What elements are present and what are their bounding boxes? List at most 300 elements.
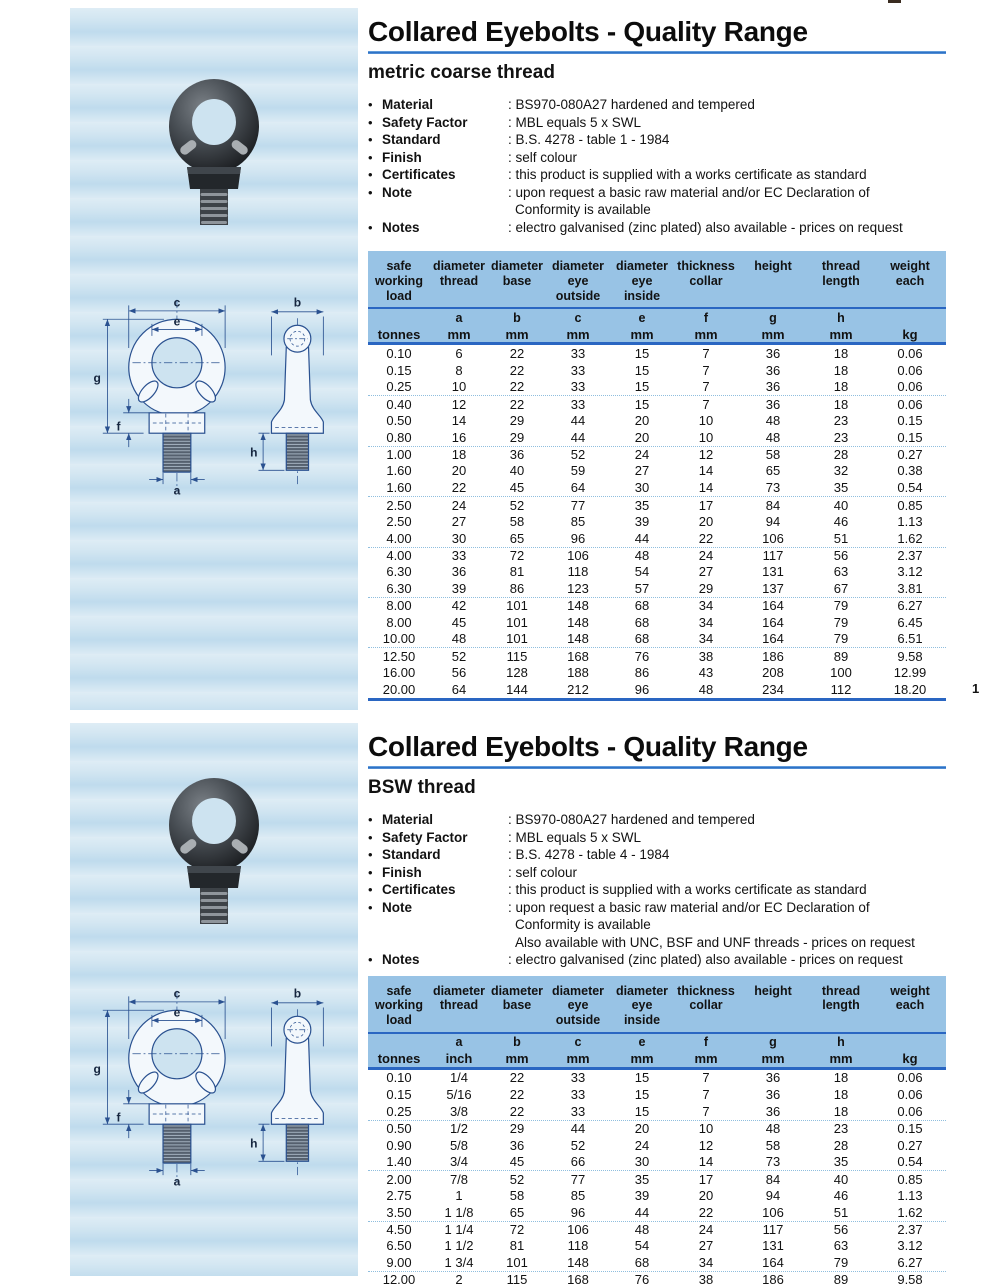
- table-cell: 0.15: [386, 362, 412, 378]
- table-cell: 18.20: [893, 681, 927, 697]
- table-cell: 22: [509, 1103, 525, 1119]
- table-cell: 33: [570, 345, 586, 361]
- table-cell: 164: [762, 1255, 784, 1271]
- table-cell: 65: [765, 463, 781, 479]
- photo-slot: [70, 723, 358, 937]
- spec-label: Standard: [382, 847, 441, 862]
- table-cell: 86: [634, 665, 650, 681]
- table-cell: 34: [698, 631, 714, 647]
- column-letter: g: [769, 310, 777, 325]
- table-cell: 234: [762, 681, 784, 697]
- section-metric-coarse-thread: [368, 16, 946, 701]
- table-cell: 40: [833, 1171, 849, 1187]
- table-row: [368, 681, 946, 698]
- spec-label: Certificates: [382, 882, 456, 897]
- spec-label: Safety Factor: [382, 114, 468, 130]
- table-cell: 118: [567, 1238, 589, 1254]
- table-cell: 22: [509, 1070, 525, 1086]
- table-cell: 94: [765, 1187, 781, 1203]
- table-cell: 148: [567, 631, 589, 647]
- table-cell: 18: [833, 345, 849, 361]
- table-cell: 79: [833, 631, 849, 647]
- table-cell: 6.51: [897, 631, 923, 647]
- table-cell: 96: [570, 1204, 586, 1220]
- table-cell: 35: [833, 480, 849, 496]
- table-cell: 0.40: [386, 396, 412, 412]
- table-cell: 36: [765, 1070, 781, 1086]
- spec-label: Note: [382, 899, 412, 915]
- column-header-line: thread: [821, 983, 861, 998]
- spec-value-line: : this product is supplied with a works certificate as standard: [508, 167, 867, 182]
- table-cell: 10: [451, 379, 467, 395]
- table-cell: 48: [634, 547, 650, 563]
- title-underline: [368, 766, 946, 769]
- table-cell: 56: [833, 547, 849, 563]
- table-cell: 15: [634, 1070, 650, 1086]
- column-header-line: load: [386, 1013, 412, 1028]
- table-cell: 85: [570, 1187, 586, 1203]
- column-header-line: length: [822, 273, 860, 288]
- table-cell: 1.60: [386, 463, 412, 479]
- bullet-icon: •: [368, 812, 373, 827]
- table-cell: 6.45: [897, 614, 923, 630]
- column-header: [488, 984, 546, 1032]
- column-unit: mm: [829, 1051, 853, 1066]
- table-cell: 48: [765, 429, 781, 445]
- table-row: [368, 631, 946, 648]
- spec-value-line: : B.S. 4278 - table 1 - 1984: [508, 132, 670, 147]
- table-cell: 0.15: [897, 1121, 923, 1137]
- table-cell: 12: [698, 447, 714, 463]
- table-cell: 44: [634, 1204, 650, 1220]
- spec-label: Finish: [382, 149, 422, 165]
- table-cell: 27: [634, 463, 650, 479]
- column-header-line: eye: [567, 998, 589, 1013]
- spec-value-line: : electro galvanised (zinc plated) also available - prices on request: [508, 219, 903, 235]
- column-header: [430, 259, 488, 307]
- table-cell: 3.12: [897, 564, 923, 580]
- table-cell: 1/4: [449, 1070, 469, 1086]
- table-header: [368, 251, 946, 345]
- bullet-icon: •: [368, 899, 373, 915]
- table-cell: 15: [634, 345, 650, 361]
- table-cell: 33: [570, 396, 586, 412]
- dim-label-e: e: [173, 314, 181, 329]
- table-cell: 20: [451, 463, 467, 479]
- table-cell: 0.85: [897, 1171, 923, 1187]
- table-cell: 36: [509, 447, 525, 463]
- table-cell: 14: [698, 1154, 714, 1170]
- table-cell: 106: [762, 1204, 784, 1220]
- table-cell: 23: [833, 413, 849, 429]
- dim-label-f: f: [116, 419, 121, 434]
- table-cell: 29: [509, 413, 525, 429]
- table-cell: 0.15: [897, 413, 923, 429]
- column-letter: e: [638, 310, 646, 325]
- column-header-line: thread: [821, 259, 861, 273]
- table-row: [368, 1221, 946, 1238]
- table-row: [368, 597, 946, 614]
- table-cell: 22: [451, 480, 467, 496]
- spec-value: [508, 114, 946, 132]
- spec-row: [368, 811, 946, 829]
- table-cell: 1.62: [897, 530, 923, 546]
- table-cell: 15: [634, 1103, 650, 1119]
- table-cell: 164: [762, 598, 784, 614]
- table-cell: 164: [762, 614, 784, 630]
- table-cell: 46: [833, 513, 849, 529]
- table-cell: 0.50: [386, 1121, 412, 1137]
- table-cell: 85: [570, 513, 586, 529]
- table-cell: 9.58: [897, 648, 923, 664]
- column-header: [738, 984, 808, 1032]
- spec-value: [508, 951, 946, 969]
- column-letter: a: [455, 1035, 463, 1049]
- table-cell: 54: [634, 564, 650, 580]
- eyebolt-photo: [139, 765, 289, 937]
- table-header-groups: [368, 976, 946, 1034]
- column-header-line: collar: [689, 273, 723, 288]
- table-header-units: [368, 1051, 946, 1070]
- table-cell: 23: [833, 429, 849, 445]
- eyebolt-technical-drawing: [75, 983, 353, 1195]
- table-cell: 22: [698, 1204, 714, 1220]
- table-cell: 76: [634, 1272, 650, 1284]
- table-cell: 24: [634, 447, 650, 463]
- table-cell: 39: [451, 581, 467, 597]
- table-cell: 2.50: [386, 513, 412, 529]
- dim-label-g: g: [93, 371, 101, 386]
- table-cell: 0.06: [897, 396, 923, 412]
- table-cell: 56: [833, 1222, 849, 1238]
- table-cell: 44: [570, 413, 586, 429]
- table-cell: 137: [762, 581, 784, 597]
- table-cell: 188: [567, 665, 589, 681]
- table-cell: 12: [451, 396, 467, 412]
- spec-value-line: : BS970-080A27 hardened and tempered: [508, 97, 755, 112]
- column-header: [610, 984, 674, 1032]
- spec-value-line: : MBL equals 5 x SWL: [508, 829, 642, 845]
- table-cell: 33: [570, 1087, 586, 1103]
- table-cell: 24: [634, 1137, 650, 1153]
- spec-value-line: : BS970-080A27 hardened and tempered: [508, 812, 755, 827]
- column-header: [674, 259, 738, 307]
- table-cell: 33: [570, 379, 586, 395]
- table-cell: 0.25: [386, 379, 412, 395]
- table-cell: 52: [451, 648, 467, 664]
- table-cell: 3.12: [897, 1238, 923, 1254]
- column-header-line: working: [375, 998, 423, 1013]
- table-cell: 0.25: [386, 1103, 412, 1119]
- eyebolt-stud: [200, 888, 228, 924]
- table-row: [368, 345, 946, 362]
- table-cell: 148: [567, 614, 589, 630]
- column-unit: tonnes: [377, 326, 421, 342]
- table-cell: 64: [451, 681, 467, 697]
- column-header: [874, 259, 946, 307]
- table-cell: 1.60: [386, 480, 412, 496]
- spec-label: Standard: [382, 132, 441, 147]
- table-cell: 0.50: [386, 413, 412, 429]
- column-header-line: outside: [555, 1013, 601, 1028]
- photo-slot: [70, 8, 358, 238]
- table-cell: 212: [567, 681, 589, 697]
- table-cell: 58: [509, 1187, 525, 1203]
- column-letter: h: [837, 310, 845, 325]
- spec-value: [508, 149, 946, 167]
- table-cell: 65: [509, 530, 525, 546]
- table-cell: 36: [765, 362, 781, 378]
- dim-label-h: h: [250, 1136, 258, 1151]
- table-cell: 10: [698, 429, 714, 445]
- table-cell: 101: [506, 614, 528, 630]
- table-cell: 79: [833, 1255, 849, 1271]
- table-cell: 22: [509, 345, 525, 361]
- eyebolt-stud: [200, 189, 228, 225]
- table-cell: 1: [455, 1187, 463, 1203]
- table-cell: 117: [762, 547, 784, 563]
- table-cell: 44: [570, 1121, 586, 1137]
- table-cell: 3.50: [386, 1204, 412, 1220]
- spec-value: [508, 166, 946, 184]
- table-header-units: [368, 326, 946, 345]
- table-cell: 2.00: [386, 1171, 412, 1187]
- table-cell: 46: [833, 1187, 849, 1203]
- table-cell: 186: [762, 1272, 784, 1284]
- column-unit: mm: [505, 326, 529, 342]
- table-row: [368, 1120, 946, 1137]
- table-cell: 73: [765, 1154, 781, 1170]
- table-cell: 18: [833, 1087, 849, 1103]
- table-cell: 0.90: [386, 1137, 412, 1153]
- table-cell: 24: [451, 497, 467, 513]
- table-row: [368, 1086, 946, 1103]
- column-unit: mm: [694, 1051, 718, 1066]
- table-cell: 2.75: [386, 1187, 412, 1203]
- table-cell: 100: [830, 665, 852, 681]
- dim-label-h: h: [250, 445, 258, 460]
- table-cell: 24: [698, 547, 714, 563]
- table-cell: 29: [509, 1121, 525, 1137]
- page-title: Collared Eyebolts - Quality Range: [368, 16, 808, 47]
- dim-label-g: g: [93, 1062, 101, 1077]
- table-cell: 48: [451, 631, 467, 647]
- column-header-line: diameter: [490, 983, 544, 998]
- table-cell: 0.06: [897, 1070, 923, 1086]
- table-cell: 101: [506, 598, 528, 614]
- table-cell: 8.00: [386, 598, 412, 614]
- spec-value: [508, 811, 946, 829]
- table-cell: 0.54: [897, 480, 923, 496]
- table-cell: 30: [634, 1154, 650, 1170]
- spec-value: [508, 131, 946, 149]
- column-unit: mm: [630, 326, 654, 342]
- table-row: [368, 614, 946, 631]
- table-cell: 15: [634, 396, 650, 412]
- table-cell: 36: [765, 379, 781, 395]
- table-cell: 1.40: [386, 1154, 412, 1170]
- table-cell: 33: [570, 1070, 586, 1086]
- spec-value: [508, 881, 946, 899]
- column-header-line: working: [375, 273, 423, 288]
- column-header-line: diameter: [551, 259, 605, 273]
- table-cell: 36: [765, 396, 781, 412]
- table-cell: 34: [698, 598, 714, 614]
- table-cell: 117: [762, 1222, 784, 1238]
- table-cell: 63: [833, 1238, 849, 1254]
- table-cell: 52: [509, 1171, 525, 1187]
- table-cell: 8: [455, 362, 463, 378]
- dim-label-b: b: [293, 295, 302, 310]
- column-unit: mm: [447, 326, 471, 342]
- table-cell: 18: [833, 362, 849, 378]
- table-cell: 7: [702, 362, 710, 378]
- spec-value: [508, 96, 946, 114]
- table-cell: 0.80: [386, 429, 412, 445]
- table-cell: 106: [567, 1222, 589, 1238]
- column-header-line: length: [822, 998, 860, 1013]
- bullet-icon: •: [368, 219, 373, 235]
- table-cell: 59: [570, 463, 586, 479]
- column-header-line: diameter: [490, 259, 544, 273]
- spec-value-line: : electro galvanised (zinc plated) also available - prices on request: [508, 952, 903, 967]
- table-cell: 148: [567, 1255, 589, 1271]
- table-cell: 2.37: [897, 547, 923, 563]
- table-cell: 7: [702, 345, 710, 361]
- spec-value: [508, 184, 946, 219]
- table-cell: 79: [833, 598, 849, 614]
- table-cell: 30: [451, 530, 467, 546]
- dim-label-b: b: [293, 986, 302, 1001]
- table-cell: 68: [634, 631, 650, 647]
- table-row: [368, 379, 946, 396]
- table-cell: 94: [765, 513, 781, 529]
- table-cell: 23: [833, 1121, 849, 1137]
- table-cell: 30: [634, 480, 650, 496]
- table-cell: 28: [833, 447, 849, 463]
- table-cell: 38: [698, 648, 714, 664]
- table-cell: 51: [833, 1204, 849, 1220]
- table-row: [368, 463, 946, 480]
- table-cell: 118: [567, 564, 589, 580]
- spec-value-line: : self colour: [508, 864, 578, 880]
- column-header-line: collar: [689, 998, 723, 1013]
- table-cell: 101: [506, 1255, 528, 1271]
- table-row: [368, 1103, 946, 1120]
- table-row: [368, 580, 946, 597]
- bullet-icon: •: [368, 184, 373, 200]
- column-header-line: base: [502, 273, 532, 288]
- table-cell: 18: [451, 447, 467, 463]
- dim-label-a: a: [173, 1174, 181, 1189]
- table-row: [368, 547, 946, 564]
- collar-highlight: [187, 866, 241, 873]
- product-image-panel-metric: [70, 8, 358, 710]
- table-header-letters: [368, 309, 946, 326]
- table-row: [368, 563, 946, 580]
- spec-value-line: : upon request a basic raw material and/or EC Declaration of: [508, 899, 870, 915]
- table-cell: 9.00: [386, 1255, 412, 1271]
- table-cell: 12.50: [382, 648, 416, 664]
- spec-value-line: : upon request a basic raw material and/or EC Declaration of: [508, 184, 870, 200]
- column-header-line: diameter: [615, 259, 669, 273]
- table-row: [368, 1153, 946, 1170]
- section-subtitle: BSW thread: [368, 777, 476, 798]
- page-title: Collared Eyebolts - Quality Range: [368, 731, 808, 762]
- spec-label: Notes: [382, 952, 420, 967]
- table-cell: 15: [634, 1087, 650, 1103]
- table-cell: 36: [765, 1103, 781, 1119]
- table-row: [368, 412, 946, 429]
- column-header: [808, 984, 874, 1032]
- column-header-line: weight: [890, 259, 930, 273]
- table-cell: 5/8: [449, 1137, 469, 1153]
- drawing-slot: [70, 238, 358, 504]
- eyebolt-technical-drawing: [75, 292, 353, 504]
- table-cell: 33: [451, 547, 467, 563]
- dim-label-f: f: [116, 1110, 121, 1125]
- table-cell: 32: [833, 463, 849, 479]
- table-cell: 7: [702, 1103, 710, 1119]
- dimensions-table: [368, 976, 946, 1284]
- collar-highlight: [187, 167, 241, 174]
- table-cell: 22: [509, 379, 525, 395]
- spec-row: [368, 219, 946, 237]
- column-unit: mm: [829, 326, 853, 342]
- table-cell: 17: [698, 497, 714, 513]
- table-cell: 89: [833, 1272, 849, 1284]
- table-cell: 12.00: [382, 1272, 416, 1284]
- table-cell: 22: [509, 1087, 525, 1103]
- table-row: [368, 1070, 946, 1087]
- table-cell: 84: [765, 497, 781, 513]
- table-cell: 36: [509, 1137, 525, 1153]
- spec-label: Material: [382, 812, 434, 827]
- spec-list: [368, 811, 946, 969]
- spec-label: Notes: [382, 219, 420, 235]
- table-cell: 44: [570, 429, 586, 445]
- table-cell: 4.50: [386, 1222, 412, 1238]
- table-cell: 39: [634, 1187, 650, 1203]
- table-cell: 10.00: [382, 631, 416, 647]
- dim-label-e: e: [173, 1005, 181, 1020]
- table-row: [368, 1254, 946, 1271]
- table-cell: 123: [567, 581, 589, 597]
- column-header-line: eye: [567, 273, 589, 288]
- spec-label: Material: [382, 97, 434, 112]
- table-cell: 40: [833, 497, 849, 513]
- table-cell: 18: [833, 1103, 849, 1119]
- table-cell: 68: [634, 614, 650, 630]
- column-header-line: safe: [386, 983, 412, 998]
- spec-label: Safety Factor: [382, 829, 468, 845]
- table-cell: 2: [455, 1272, 463, 1284]
- table-cell: 44: [634, 530, 650, 546]
- bullet-icon: •: [368, 864, 373, 880]
- table-cell: 27: [451, 513, 467, 529]
- table-cell: 6.30: [386, 581, 412, 597]
- table-cell: 186: [762, 648, 784, 664]
- spec-row: [368, 864, 946, 882]
- table-cell: 115: [506, 648, 528, 664]
- table-cell: 72: [509, 547, 525, 563]
- spec-value-line: Also available with UNC, BSF and UNF threads - prices on request: [515, 934, 915, 950]
- table-cell: 168: [567, 648, 589, 664]
- table-row: [368, 1204, 946, 1221]
- column-header-line: safe: [386, 259, 412, 273]
- table-cell: 77: [570, 497, 586, 513]
- table-row: [368, 395, 946, 412]
